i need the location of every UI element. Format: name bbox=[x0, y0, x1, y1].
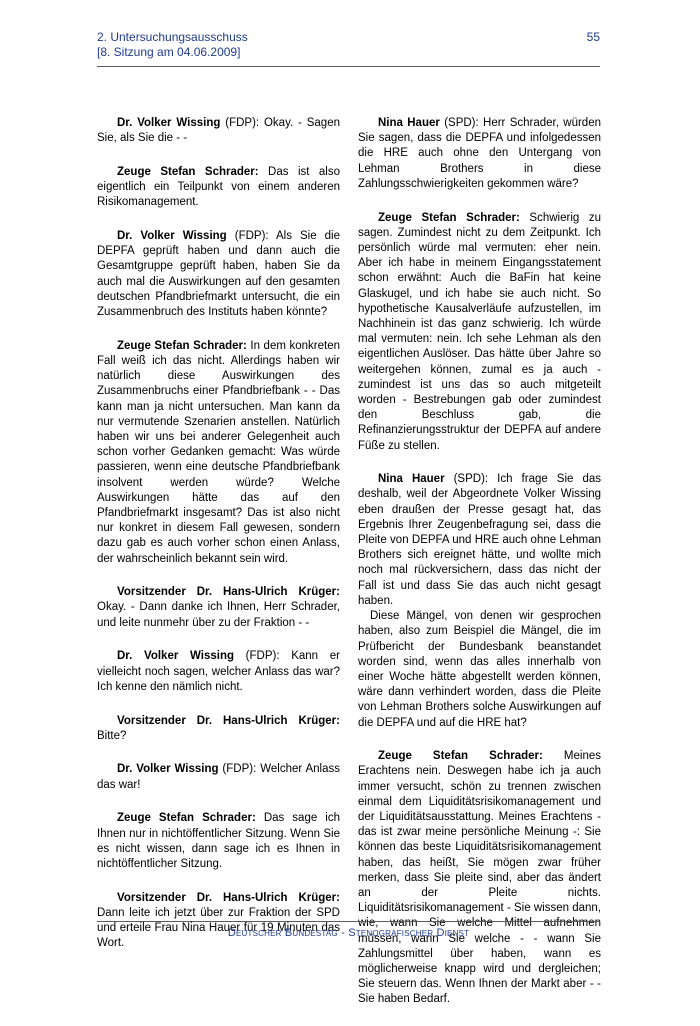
speaker-name: Dr. Volker Wissing bbox=[117, 117, 221, 129]
page-number: 55 bbox=[586, 30, 600, 44]
speech-text: Okay. - Dann danke ich Ihnen, Herr Schrader, und leite nunmehr über zu der Fraktion - - bbox=[97, 601, 340, 629]
speaker-party: (SPD) bbox=[444, 473, 485, 486]
speech-text: Das ist also eigentlich ein Teilpunkt von einem anderen Risikomanagement. bbox=[97, 165, 341, 209]
speech-text: Schwierig zu sagen. Zumindest nicht zu dem Zeitpunkt. Ich persönlich würde mal vermuten: eher nein. Aber ich habe in meinem Eingangsstatement schon erwähnt: Auch die BaFin hat keine Glaskugel, und ich habe sie auch nicht. So hypothetische Kausalverläufe aufzustellen, im Nachhinein ist das ganz schwierig. Ich würde mal vermuten: nein. Ich sehe Lehman als den eigentlichen Auslöser. Das hätte über Jahre so weitergehen können, zumal es ja auch - zumindest ist uns das so auch mitgeteilt worden - Bestrebungen gab oder zumindest den Beschluss gab, die Refinanzierungsstruktur der DEPFA auf andere Füße zu stellen. bbox=[358, 211, 602, 452]
transcript-paragraph bbox=[97, 649, 340, 695]
speech-text: : Okay. - Sagen Sie, als Sie die - - bbox=[97, 117, 340, 145]
header-title-block bbox=[97, 30, 248, 60]
speech-text: : Ich frage Sie das deshalb, weil der Abgeordnete Volker Wissing eben draußen der Presse gesagt hat, das Ergebnis Ihrer Zeugenbefragung sei, dass die Pleite von DEPFA und HRE auch ohne Lehman Brothers sich ereignet hätte, und wollte mich noch mal rückversichern, dass das nicht der Fall ist und dass Sie das auch nicht gesagt haben. bbox=[358, 473, 601, 607]
speaker-name: Zeuge Stefan Schrader: bbox=[117, 165, 259, 178]
speech-text: : Kann er vielleicht noch sagen, welcher Anlass das war? Ich kenne den nämlich nicht. bbox=[97, 650, 340, 693]
speaker-name: Vorsitzender Dr. Hans-Ulrich Krüger: bbox=[117, 586, 340, 599]
transcript-paragraph bbox=[358, 211, 601, 454]
speech-text: Das sage ich Ihnen nur in nichtöffentlicher Sitzung. Wenn Sie es nicht wissen, dann sage ich es Ihnen in nichtöffentlicher Sitzung. bbox=[97, 812, 340, 870]
speaker-name: Zeuge Stefan Schrader: bbox=[378, 211, 520, 224]
session-date: [8. Sitzung am 04.06.2009] bbox=[97, 45, 241, 59]
speech-text: Meines Erachtens nein. Deswegen habe ich ja auch immer versucht, schön zu trennen zwischen einmal dem Liquiditätsrisikomanagement und der Liquiditätsausstattung. Meines Erachtens - das ist zwar meine persönliche Meinung -: Sie können das beste Liquiditätsrisikomanagement haben, das heißt, Sie mögen zwar früher merken, dass Sie pleite sind, aber das ändert an der Pleite nichts. Liquiditätsrisikomanagement - Sie wissen dann, wie, wann Sie welche Mittel aufnehmen müssen, wann Sie welche - - wann Sie Zahlungsmittel über haben, wann es möglicherweise knapp wird und dergleichen; Sie steuern das. Wenn Ihnen der Markt aber - - Sie haben Bedarf. bbox=[358, 750, 601, 1006]
transcript-paragraph bbox=[97, 165, 340, 211]
speaker-name: Nina Hauer bbox=[378, 473, 445, 486]
committee-name: 2. Untersuchungsausschuss bbox=[97, 30, 248, 44]
transcript-paragraph bbox=[97, 229, 340, 320]
transcript-paragraph bbox=[97, 762, 340, 792]
page-header bbox=[97, 30, 600, 64]
transcript-paragraph bbox=[358, 472, 601, 609]
transcript-paragraph bbox=[97, 811, 340, 872]
speaker-party: (SPD) bbox=[439, 117, 476, 129]
speaker-name: Vorsitzender Dr. Hans-Ulrich Krüger: bbox=[117, 891, 340, 904]
footer-publisher: Deutscher Bundestag - Stenografischer Dienst bbox=[227, 927, 470, 939]
speaker-name: Dr. Volker Wissing bbox=[117, 650, 234, 663]
footer-rule bbox=[97, 921, 600, 922]
speaker-name: Dr. Volker Wissing bbox=[117, 763, 219, 776]
speaker-party: (FDP) bbox=[220, 117, 256, 129]
speech-text: Dann leite ich jetzt über zur Fraktion der SPD und erteile Frau Nina Hauer für 19 Minuten das Wort. bbox=[97, 906, 340, 950]
transcript-paragraph bbox=[358, 609, 601, 731]
speaker-name: Nina Hauer bbox=[378, 117, 440, 129]
speech-text: Diese Mängel, von denen wir gesprochen haben, also zum Beispiel die Mängel, die im Prüfbericht der Bundesbank beanstandet worden sind, wenn das alles innerhalb von einer Woche hätte abgestellt werden können, wäre dann verhindert worden, dass die Pleite von Lehman Brothers solche Auswirkungen auf die DEPFA und auf die HRE hat? bbox=[358, 610, 601, 729]
transcript-paragraph bbox=[97, 339, 340, 567]
speaker-name: Vorsitzender Dr. Hans-Ulrich Krüger: bbox=[117, 714, 340, 727]
speech-text: : Welcher Anlass das war! bbox=[97, 763, 340, 791]
transcript-paragraph bbox=[97, 116, 340, 146]
transcript-paragraph bbox=[358, 749, 601, 1007]
header-rule bbox=[97, 66, 600, 67]
speaker-party: (FDP) bbox=[226, 230, 266, 243]
speaker-name: Zeuge Stefan Schrader: bbox=[378, 750, 543, 763]
speech-text: In dem konkreten Fall weiß ich das nicht. Allerdings haben wir natürlich diese Auswirkungen des Zusammenbruchs einer Pfandbriefbank - - Das kann man ja nicht untersuchen. Man kann da nur vermutende Szenarien anstellen. Natürlich haben wir uns bei anderer Gelegenheit auch schon vorher Gedanken gemacht: Was würde passieren, wenn eine deutsche Pfandbriefbank insolvent werden würde? Welche Auswirkungen hätte das auf den Pfandbriefmarkt insgesamt? Das ist also nicht nur konkret in diesem Fall gewesen, sondern dazu gab es auch vorher schon einen Anlass, der wahrscheinlich bekannt sein wird. bbox=[97, 339, 340, 565]
page-footer bbox=[97, 927, 600, 939]
transcript-paragraph bbox=[97, 585, 340, 631]
speaker-party: (FDP) bbox=[234, 650, 277, 663]
speaker-name: Zeuge Stefan Schrader: bbox=[117, 812, 256, 825]
speaker-name: Zeuge Stefan Schrader: bbox=[117, 339, 247, 352]
speech-text: : Herr Schrader, würden Sie sagen, dass die DEPFA und infolgedessen die HRE auch ohne den Untergang von Lehman Brothers in diese Zahlungsschwierigkeiten gekommen wäre? bbox=[358, 117, 601, 190]
right-column bbox=[358, 116, 601, 1026]
left-column bbox=[97, 116, 340, 970]
transcript-paragraph bbox=[97, 714, 340, 744]
transcript-paragraph bbox=[358, 116, 601, 192]
speaker-name: Dr. Volker Wissing bbox=[117, 230, 227, 243]
speech-text: Bitte? bbox=[97, 729, 127, 742]
speaker-party: (FDP) bbox=[218, 763, 254, 776]
speech-text: : Als Sie die DEPFA geprüft haben und dann auch die Gesamtgruppe geprüft haben, haben Sie da auch mal die Auswirkungen auf den gesamten deutschen Pfandbriefmarkt untersucht, die ein Zusammenbruch des Instituts haben könnte? bbox=[97, 230, 341, 319]
